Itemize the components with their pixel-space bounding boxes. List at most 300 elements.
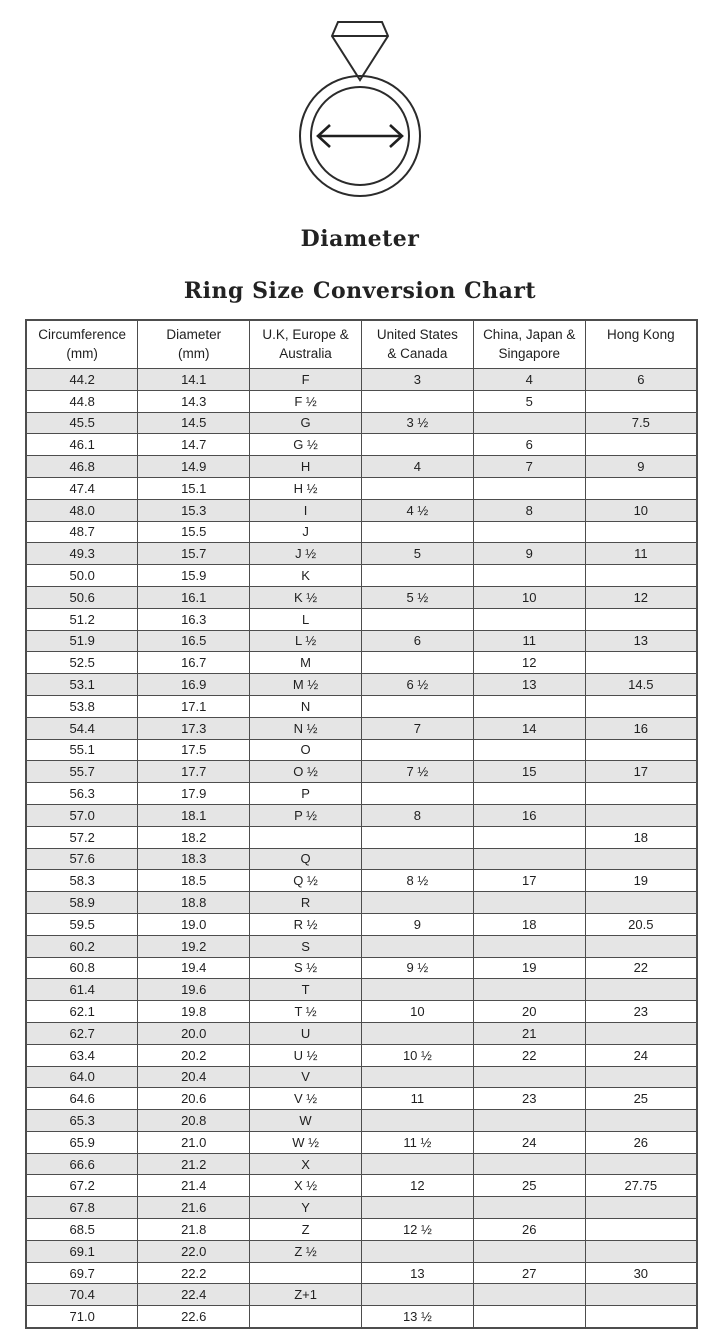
table-cell — [585, 565, 697, 587]
table-cell: 22 — [473, 1044, 585, 1066]
table-cell: 27 — [473, 1262, 585, 1284]
table-cell: 17.1 — [138, 695, 250, 717]
table-row — [26, 761, 697, 783]
header-line: Australia — [279, 346, 332, 361]
table-cell: 71.0 — [26, 1306, 138, 1328]
table-cell: 17.7 — [138, 761, 250, 783]
table-row — [26, 826, 697, 848]
table-cell: 17 — [585, 761, 697, 783]
table-cell: 58.9 — [26, 892, 138, 914]
table-cell: L — [250, 608, 362, 630]
table-cell — [361, 1240, 473, 1262]
table-cell: 17.3 — [138, 717, 250, 739]
table-cell: 5 ½ — [361, 586, 473, 608]
table-cell: 13 — [585, 630, 697, 652]
table-cell: P ½ — [250, 804, 362, 826]
table-cell: 12 — [361, 1175, 473, 1197]
table-cell — [473, 412, 585, 434]
header-line: (mm) — [66, 346, 98, 361]
table-cell — [473, 608, 585, 630]
table-row — [26, 369, 697, 391]
table-cell: O — [250, 739, 362, 761]
table-cell — [361, 434, 473, 456]
table-cell: 46.1 — [26, 434, 138, 456]
table-cell: 21.4 — [138, 1175, 250, 1197]
table-row — [26, 1219, 697, 1241]
table-cell: 20.4 — [138, 1066, 250, 1088]
table-cell: 22 — [585, 957, 697, 979]
table-cell: 67.2 — [26, 1175, 138, 1197]
table-cell: 22.6 — [138, 1306, 250, 1328]
table-cell: 67.8 — [26, 1197, 138, 1219]
table-cell — [361, 1066, 473, 1088]
table-cell: 16 — [585, 717, 697, 739]
table-cell: 15.9 — [138, 565, 250, 587]
table-cell — [361, 1153, 473, 1175]
table-cell: 11 ½ — [361, 1131, 473, 1153]
table-cell — [473, 1066, 585, 1088]
table-cell: 19.2 — [138, 935, 250, 957]
table-row — [26, 1044, 697, 1066]
table-cell — [361, 608, 473, 630]
table-cell: 27.75 — [585, 1175, 697, 1197]
table-cell — [473, 1284, 585, 1306]
table-cell — [361, 935, 473, 957]
table-cell: 14.5 — [138, 412, 250, 434]
table-cell: 53.1 — [26, 674, 138, 696]
table-cell: 10 — [473, 586, 585, 608]
table-cell: G — [250, 412, 362, 434]
table-row — [26, 521, 697, 543]
table-cell: 22.2 — [138, 1262, 250, 1284]
table-cell: 55.1 — [26, 739, 138, 761]
diamond-outline — [332, 22, 388, 80]
table-cell: 16.5 — [138, 630, 250, 652]
table-cell: 19 — [473, 957, 585, 979]
table-cell — [585, 892, 697, 914]
table-cell: 6 — [473, 434, 585, 456]
table-cell: 16 — [473, 804, 585, 826]
table-cell — [473, 892, 585, 914]
table-cell: 56.3 — [26, 783, 138, 805]
table-row — [26, 695, 697, 717]
table-cell: 63.4 — [26, 1044, 138, 1066]
table-row — [26, 783, 697, 805]
table-cell: I — [250, 499, 362, 521]
table-cell: 46.8 — [26, 456, 138, 478]
table-cell: 17 — [473, 870, 585, 892]
table-cell: 15.5 — [138, 521, 250, 543]
table-cell: 8 — [361, 804, 473, 826]
table-cell: 65.9 — [26, 1131, 138, 1153]
table-cell: 15.3 — [138, 499, 250, 521]
table-row — [26, 1284, 697, 1306]
table-cell: 15.7 — [138, 543, 250, 565]
header-line: Hong Kong — [607, 327, 675, 342]
table-cell: 21.2 — [138, 1153, 250, 1175]
table-cell: 20 — [473, 1001, 585, 1023]
page-title: Ring Size Conversion Chart — [183, 278, 537, 304]
header-line: Circumference — [38, 327, 127, 342]
table-cell — [585, 1022, 697, 1044]
table-cell: 20.0 — [138, 1022, 250, 1044]
table-cell: 57.0 — [26, 804, 138, 826]
table-cell: 7 ½ — [361, 761, 473, 783]
diameter-label: Diameter — [300, 226, 420, 252]
table-cell — [585, 783, 697, 805]
table-cell: 17.5 — [138, 739, 250, 761]
column-header-china-japan-singapore — [473, 320, 585, 369]
table-cell: 5 — [473, 390, 585, 412]
column-header-diameter — [138, 320, 250, 369]
table-cell — [473, 783, 585, 805]
table-cell: 70.4 — [26, 1284, 138, 1306]
table-cell — [585, 1219, 697, 1241]
table-cell — [473, 848, 585, 870]
table-row — [26, 739, 697, 761]
table-cell — [361, 695, 473, 717]
table-cell: W — [250, 1110, 362, 1132]
table-cell: 12 — [473, 652, 585, 674]
table-cell: 47.4 — [26, 477, 138, 499]
table-cell: 22.0 — [138, 1240, 250, 1262]
table-cell — [361, 979, 473, 1001]
table-cell: 16.9 — [138, 674, 250, 696]
table-cell — [361, 848, 473, 870]
table-cell — [473, 1153, 585, 1175]
table-cell: 57.2 — [26, 826, 138, 848]
table-cell: 16.3 — [138, 608, 250, 630]
table-cell — [585, 1306, 697, 1328]
table-cell — [585, 1284, 697, 1306]
table-cell: 14 — [473, 717, 585, 739]
table-cell: 8 ½ — [361, 870, 473, 892]
table-cell — [585, 695, 697, 717]
table-row — [26, 892, 697, 914]
table-cell — [361, 1284, 473, 1306]
table-row — [26, 456, 697, 478]
table-cell: 25 — [473, 1175, 585, 1197]
table-cell: 23 — [585, 1001, 697, 1023]
table-cell: N — [250, 695, 362, 717]
table-cell: 50.0 — [26, 565, 138, 587]
table-cell: S — [250, 935, 362, 957]
table-row — [26, 630, 697, 652]
table-cell: 69.7 — [26, 1262, 138, 1284]
table-row — [26, 804, 697, 826]
table-cell: 23 — [473, 1088, 585, 1110]
table-cell: 6 ½ — [361, 674, 473, 696]
table-cell: 64.6 — [26, 1088, 138, 1110]
table-cell: 19.8 — [138, 1001, 250, 1023]
table-cell: K — [250, 565, 362, 587]
table-cell: 10 — [361, 1001, 473, 1023]
header-line: (mm) — [178, 346, 210, 361]
table-cell — [585, 1153, 697, 1175]
column-header-us-canada — [361, 320, 473, 369]
table-cell — [361, 1022, 473, 1044]
table-cell: 9 ½ — [361, 957, 473, 979]
table-cell — [473, 979, 585, 1001]
table-cell: 3 — [361, 369, 473, 391]
table-cell: 19.0 — [138, 913, 250, 935]
table-cell: 17.9 — [138, 783, 250, 805]
table-body — [26, 369, 697, 1329]
table-cell — [361, 826, 473, 848]
table-cell: 20.5 — [585, 913, 697, 935]
table-cell: R — [250, 892, 362, 914]
table-cell: T — [250, 979, 362, 1001]
table-cell: O ½ — [250, 761, 362, 783]
table-cell — [361, 652, 473, 674]
table-cell: 59.5 — [26, 913, 138, 935]
table-cell: 62.7 — [26, 1022, 138, 1044]
table-cell: 57.6 — [26, 848, 138, 870]
table-cell: R ½ — [250, 913, 362, 935]
table-cell — [585, 434, 697, 456]
table-cell: H — [250, 456, 362, 478]
table-row — [26, 1001, 697, 1023]
table-cell: M — [250, 652, 362, 674]
table-cell: P — [250, 783, 362, 805]
table-cell — [250, 826, 362, 848]
table-row — [26, 608, 697, 630]
table-cell: V — [250, 1066, 362, 1088]
table-cell: 24 — [585, 1044, 697, 1066]
table-cell: 51.2 — [26, 608, 138, 630]
table-cell: J — [250, 521, 362, 543]
table-cell: 24 — [473, 1131, 585, 1153]
table-cell: Z — [250, 1219, 362, 1241]
table-cell: 11 — [585, 543, 697, 565]
table-row — [26, 1088, 697, 1110]
header-line: U.K, Europe & — [262, 327, 349, 342]
table-row — [26, 652, 697, 674]
table-cell: X ½ — [250, 1175, 362, 1197]
header-line: Diameter — [166, 327, 222, 342]
table-cell — [473, 1110, 585, 1132]
table-cell — [473, 695, 585, 717]
table-cell: 20.6 — [138, 1088, 250, 1110]
table-row — [26, 935, 697, 957]
table-cell: 11 — [473, 630, 585, 652]
table-cell: 5 — [361, 543, 473, 565]
table-cell: 10 ½ — [361, 1044, 473, 1066]
table-row — [26, 913, 697, 935]
ring-with-diamond-icon — [285, 14, 435, 204]
table-row — [26, 477, 697, 499]
table-row — [26, 1153, 697, 1175]
table-cell: 69.1 — [26, 1240, 138, 1262]
table-cell: 19.6 — [138, 979, 250, 1001]
table-cell: K ½ — [250, 586, 362, 608]
table-cell — [361, 892, 473, 914]
table-row — [26, 1110, 697, 1132]
table-cell: 21.6 — [138, 1197, 250, 1219]
diameter-arrow-icon — [318, 125, 402, 147]
table-cell: 15 — [473, 761, 585, 783]
table-row — [26, 1197, 697, 1219]
table-cell — [473, 521, 585, 543]
table-cell: 18 — [585, 826, 697, 848]
table-cell: 4 — [361, 456, 473, 478]
table-cell: 4 ½ — [361, 499, 473, 521]
table-cell: Y — [250, 1197, 362, 1219]
table-cell: 7.5 — [585, 412, 697, 434]
table-cell: 54.4 — [26, 717, 138, 739]
table-cell: 30 — [585, 1262, 697, 1284]
table-cell: 13 — [361, 1262, 473, 1284]
table-cell: 50.6 — [26, 586, 138, 608]
table-cell: 15.1 — [138, 477, 250, 499]
table-cell: 18.1 — [138, 804, 250, 826]
table-cell: 21.8 — [138, 1219, 250, 1241]
table-cell: 14.9 — [138, 456, 250, 478]
table-cell: 14.5 — [585, 674, 697, 696]
table-cell: 8 — [473, 499, 585, 521]
table-cell: 6 — [585, 369, 697, 391]
table-cell: 19 — [585, 870, 697, 892]
table-cell: 61.4 — [26, 979, 138, 1001]
table-cell — [585, 1240, 697, 1262]
table-cell: 68.5 — [26, 1219, 138, 1241]
table-cell: F — [250, 369, 362, 391]
table-cell: 45.5 — [26, 412, 138, 434]
table-cell: 18.8 — [138, 892, 250, 914]
table-cell: 21.0 — [138, 1131, 250, 1153]
table-cell: T ½ — [250, 1001, 362, 1023]
table-row — [26, 499, 697, 521]
table-cell — [585, 979, 697, 1001]
column-header-circumference — [26, 320, 138, 369]
ring-size-chart-page — [0, 14, 720, 1329]
ring-diameter-diagram — [285, 14, 435, 204]
table-cell: 18.3 — [138, 848, 250, 870]
table-cell: 6 — [361, 630, 473, 652]
table-cell: U ½ — [250, 1044, 362, 1066]
table-cell: 16.7 — [138, 652, 250, 674]
table-cell: 21 — [473, 1022, 585, 1044]
table-row — [26, 586, 697, 608]
table-row — [26, 1066, 697, 1088]
table-cell — [473, 826, 585, 848]
table-cell: 7 — [361, 717, 473, 739]
table-cell: 20.8 — [138, 1110, 250, 1132]
table-cell — [250, 1306, 362, 1328]
table-cell — [361, 477, 473, 499]
table-cell — [361, 565, 473, 587]
table-cell — [585, 477, 697, 499]
table-cell: N ½ — [250, 717, 362, 739]
table-cell — [361, 739, 473, 761]
table-row — [26, 434, 697, 456]
table-cell — [361, 1110, 473, 1132]
table-cell: G ½ — [250, 434, 362, 456]
table-cell — [473, 1197, 585, 1219]
table-cell — [585, 1197, 697, 1219]
table-cell: S ½ — [250, 957, 362, 979]
table-cell: 4 — [473, 369, 585, 391]
table-cell: 58.3 — [26, 870, 138, 892]
table-cell: 62.1 — [26, 1001, 138, 1023]
table-cell — [361, 390, 473, 412]
table-row — [26, 390, 697, 412]
table-row — [26, 957, 697, 979]
table-cell: 12 — [585, 586, 697, 608]
table-cell: 13 ½ — [361, 1306, 473, 1328]
table-row — [26, 1240, 697, 1262]
table-cell — [585, 739, 697, 761]
table-header-row — [26, 320, 697, 369]
table-cell: 25 — [585, 1088, 697, 1110]
table-cell — [585, 935, 697, 957]
table-cell: 10 — [585, 499, 697, 521]
table-cell: 60.8 — [26, 957, 138, 979]
table-cell — [585, 848, 697, 870]
table-row — [26, 1022, 697, 1044]
table-cell: U — [250, 1022, 362, 1044]
table-cell: Q ½ — [250, 870, 362, 892]
table-cell: 49.3 — [26, 543, 138, 565]
table-cell: 55.7 — [26, 761, 138, 783]
table-cell: J ½ — [250, 543, 362, 565]
header-line: & Canada — [387, 346, 448, 361]
table-row — [26, 1306, 697, 1328]
table-cell — [585, 1066, 697, 1088]
table-cell: H ½ — [250, 477, 362, 499]
table-cell: 52.5 — [26, 652, 138, 674]
table-header — [26, 320, 697, 369]
table-cell — [473, 1306, 585, 1328]
table-cell: 48.7 — [26, 521, 138, 543]
table-cell — [585, 804, 697, 826]
table-row — [26, 1131, 697, 1153]
header-line: China, Japan & — [483, 327, 576, 342]
table-cell: 9 — [361, 913, 473, 935]
table-cell: X — [250, 1153, 362, 1175]
table-cell: 48.0 — [26, 499, 138, 521]
table-row — [26, 565, 697, 587]
table-row — [26, 870, 697, 892]
column-header-uk-europe-australia — [250, 320, 362, 369]
table-cell — [585, 652, 697, 674]
table-row — [26, 543, 697, 565]
table-cell: 12 ½ — [361, 1219, 473, 1241]
table-cell: Z+1 — [250, 1284, 362, 1306]
table-cell: 18.5 — [138, 870, 250, 892]
table-cell — [585, 521, 697, 543]
table-cell — [473, 1240, 585, 1262]
table-cell: 11 — [361, 1088, 473, 1110]
table-cell: 9 — [585, 456, 697, 478]
table-cell: Q — [250, 848, 362, 870]
table-row — [26, 412, 697, 434]
table-row — [26, 717, 697, 739]
table-cell: 26 — [473, 1219, 585, 1241]
header-line: Singapore — [498, 346, 560, 361]
table-cell: 60.2 — [26, 935, 138, 957]
table-cell — [473, 477, 585, 499]
table-cell: F ½ — [250, 390, 362, 412]
table-cell: W ½ — [250, 1131, 362, 1153]
ring-size-conversion-table — [25, 319, 698, 1329]
table-cell: 20.2 — [138, 1044, 250, 1066]
table-cell — [473, 739, 585, 761]
table-row — [26, 674, 697, 696]
table-cell: 66.6 — [26, 1153, 138, 1175]
table-cell: 44.2 — [26, 369, 138, 391]
table-cell — [250, 1262, 362, 1284]
